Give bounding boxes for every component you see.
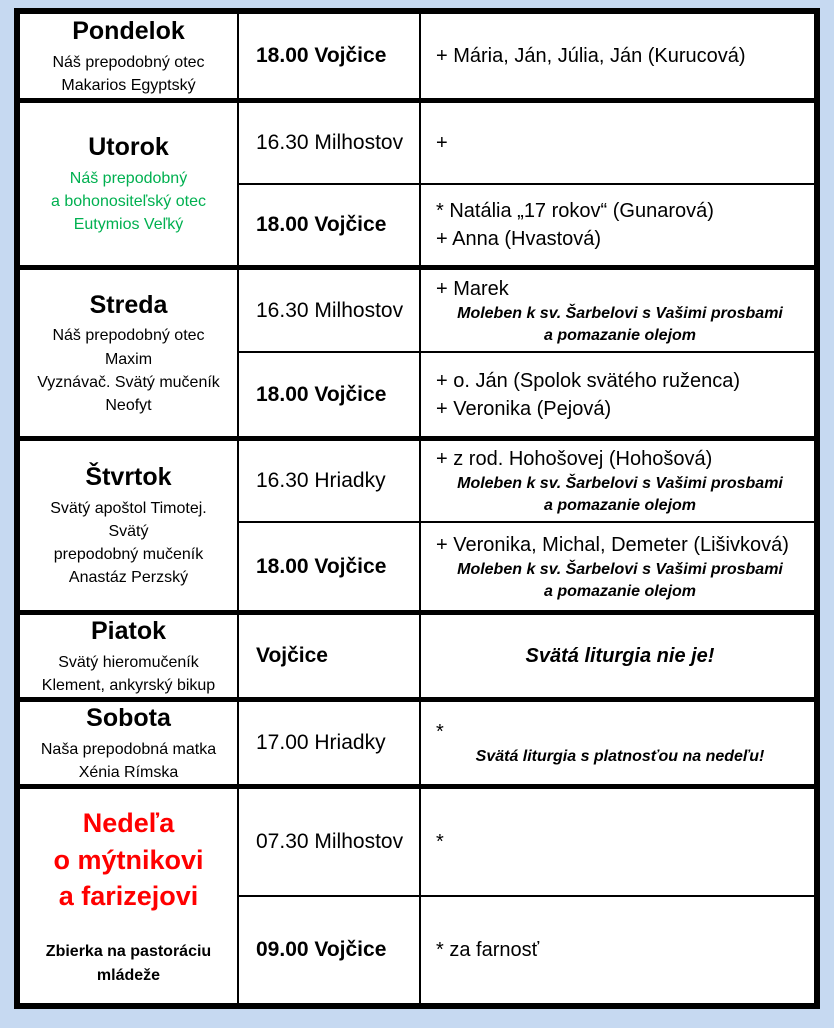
day-name <box>53 805 203 914</box>
service-intentions <box>421 895 814 1003</box>
service-intentions <box>421 103 814 183</box>
day-feast-line: Neofyt <box>105 396 152 414</box>
service-time-place: 16.30 Hriadky <box>239 441 421 521</box>
day-feast <box>52 51 204 97</box>
service-time-place: 16.30 Milhostov <box>239 103 421 183</box>
day-feast-line: Náš prepodobný otec Maxim <box>52 327 205 368</box>
service-note: a pomazanie olejom <box>543 497 697 514</box>
service-time-place: 18.00 Vojčice <box>239 521 421 610</box>
day-row-pondelok <box>20 14 814 98</box>
day-cell-piatok <box>20 615 239 697</box>
day-feast <box>41 738 216 784</box>
intention-line: + Mária, Ján, Júlia, Ján (Kurucová) <box>436 45 746 67</box>
service-time-place: Vojčice <box>239 615 421 697</box>
day-row-piatok <box>20 610 814 697</box>
day-feast-line: Náš prepodobný <box>69 169 188 187</box>
service-time-place: 07.30 Milhostov <box>239 789 421 895</box>
service-time-place: 16.30 Milhostov <box>239 270 421 351</box>
day-row-utorok <box>20 98 814 265</box>
service-time-place: 09.00 Vojčice <box>239 895 421 1003</box>
intention-line: + Veronika, Michal, Demeter (Lišivková) <box>436 533 789 556</box>
service-note: Svätá liturgia nie je! <box>525 645 715 667</box>
day-cell-pondelok <box>20 14 239 98</box>
service-note: Svätá liturgia s platnosťou na nedeľu! <box>475 748 765 766</box>
service-intentions <box>421 14 814 98</box>
schedule-table <box>14 8 820 1009</box>
day-name-line: Sobota <box>86 704 171 733</box>
day-name <box>88 131 169 164</box>
day-cell-sobota <box>20 702 239 784</box>
day-row-sobota <box>20 697 814 784</box>
service-intentions <box>421 521 814 610</box>
service-note: a pomazanie olejom <box>543 582 697 600</box>
intention-line: + Anna (Hvastová) <box>436 228 602 250</box>
service-intentions <box>421 351 814 436</box>
day-name <box>86 702 171 735</box>
day-note <box>46 940 211 986</box>
service-intentions <box>421 441 814 521</box>
service-intentions <box>421 183 814 265</box>
intention-line: * <box>436 721 444 744</box>
day-note-line: Zbierka na pastoráciu <box>45 943 212 961</box>
day-feast-line: Anastáz Perzský <box>68 569 189 587</box>
day-name-line: Nedeľa <box>82 808 175 839</box>
day-name-line: o mýtnikovi <box>53 844 204 875</box>
service-note: Moleben k sv. Šarbelovi s Vašimi prosbami <box>457 475 783 493</box>
day-feast-line: prepodobný mučeník <box>53 546 204 564</box>
intention-line: + z rod. Hohošovej (Hohošová) <box>436 448 713 471</box>
day-name <box>91 615 166 648</box>
service-time-place: 18.00 Vojčice <box>239 183 421 265</box>
service-note: Moleben k sv. Šarbelovi s Vašimi prosbami <box>457 560 783 578</box>
day-feast-line: Klement, ankyrský bikup <box>41 676 216 694</box>
day-feast-line: Makarios Egyptský <box>61 76 196 94</box>
service-intentions <box>421 615 814 697</box>
day-name-line: Streda <box>89 290 168 319</box>
intention-line: + Veronika (Pejová) <box>436 397 612 420</box>
day-feast-line: Eutymios Veľký <box>73 216 184 234</box>
service-intentions <box>421 270 814 351</box>
day-feast-line: Svätý hieromučeník <box>58 653 199 671</box>
day-row-streda <box>20 265 814 436</box>
day-name <box>85 461 171 494</box>
day-name-line: a farizejovi <box>58 881 199 912</box>
service-time-place: 18.00 Vojčice <box>239 14 421 98</box>
day-feast-line: Vyznávač. Svätý mučeník <box>37 373 220 391</box>
day-feast-line: Naša prepodobná matka <box>40 740 217 758</box>
day-feast-line: Náš prepodobný otec <box>52 53 205 71</box>
service-note: Moleben k sv. Šarbelovi s Vašimi prosbami <box>457 304 783 322</box>
day-name-line: Utorok <box>88 133 169 162</box>
service-intentions <box>421 789 814 895</box>
day-feast <box>51 167 206 237</box>
service-time-place: 18.00 Vojčice <box>239 351 421 436</box>
day-name-line: Štvrtok <box>85 463 172 492</box>
day-feast-line: Svätý apoštol Timotej. Svätý <box>50 499 207 541</box>
day-feast <box>30 497 227 590</box>
day-feast <box>30 324 227 417</box>
intention-line: * <box>436 831 444 853</box>
day-feast-line: a bohonositeľský otec <box>51 193 206 211</box>
day-cell-stvrtok <box>20 441 239 610</box>
day-name <box>90 289 168 322</box>
day-name <box>72 15 185 48</box>
intention-line: * za farnosť <box>436 939 540 961</box>
day-name-line: Piatok <box>90 617 167 646</box>
day-note-line: mládeže <box>96 966 161 984</box>
day-cell-streda <box>20 270 239 436</box>
day-row-nedela <box>20 784 814 1003</box>
intention-line: + o. Ján (Spolok svätého ruženca) <box>436 369 741 392</box>
day-feast <box>42 651 215 697</box>
day-name-line: Pondelok <box>72 17 185 46</box>
intention-line: + Marek <box>436 277 509 300</box>
intention-line: + <box>436 132 448 154</box>
day-cell-utorok <box>20 103 239 265</box>
service-intentions <box>421 702 814 784</box>
day-feast-line: Xénia Rímska <box>78 763 179 781</box>
intention-line: * Natália „17 rokov“ (Gunarová) <box>436 200 714 222</box>
day-cell-nedela <box>20 789 239 1003</box>
service-time-place: 17.00 Hriadky <box>239 702 421 784</box>
day-row-stvrtok <box>20 436 814 610</box>
service-note: a pomazanie olejom <box>543 326 697 344</box>
